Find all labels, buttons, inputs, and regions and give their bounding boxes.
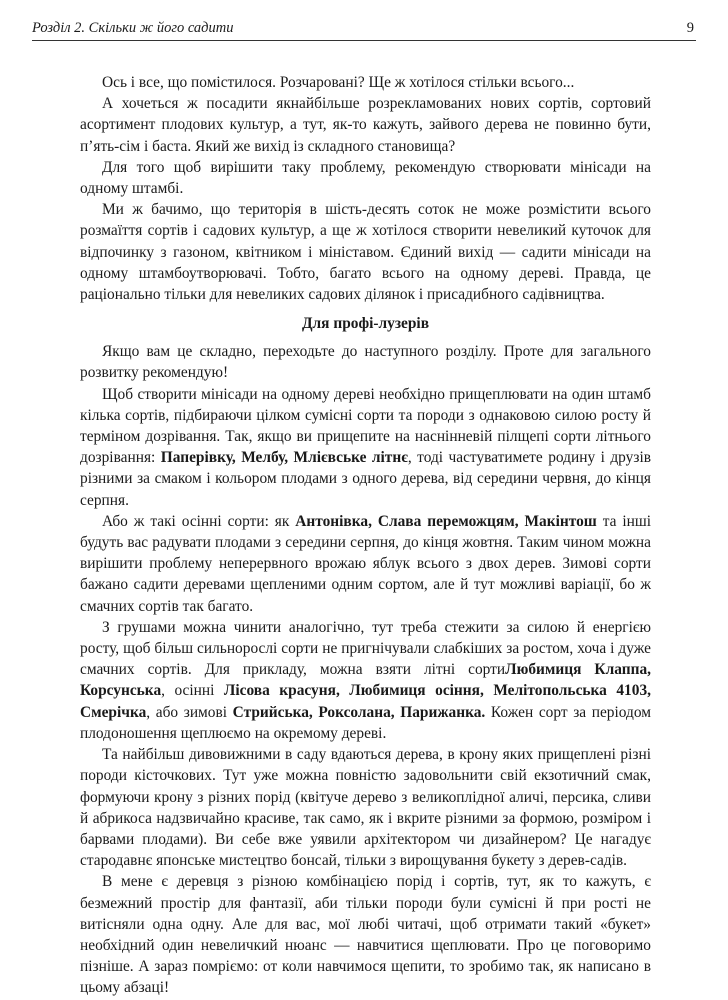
paragraphs-before-heading — [80, 72, 651, 305]
text-run: А хочеться ж посадити якнайбільше розрекламованих нових сортів, сортовий асортимент плодових культур, а тут, як-то кажуть, зайвого дерева не повинно бути, п’ять-сім і баста. Який же вихід із складного становища? — [80, 95, 651, 155]
chapter-title: Розділ 2. Скільки ж його садити — [32, 20, 234, 36]
paragraph — [80, 617, 651, 744]
paragraphs-after-heading — [80, 341, 651, 998]
text-run: Та найбільш дивовижними в саду вдаються дерева, в крону яких прищеплені різні породи кісточкових. Тут уже можна повністю задовольнити свій екзотичний смак, формуючи крону з різних порід (квітуче дерево з великоплідної аличі, персика, сливи й абрикоса надзвичайно красиве, так само, як і вкрите різними за формою, розміром і барвами плодами). Ви себе вже уявили архітектором чи дизайнером? Це нагадує стародавнє японське мистецтво бонсай, тільки з вирощування букету з дерев-садів. — [80, 746, 651, 870]
paragraph — [80, 93, 651, 157]
bold-variety-names: Лісова красуня, Любимиця осіння, Мелітопольська 4103, Смерічка — [80, 682, 651, 721]
paragraph — [80, 511, 651, 617]
paragraph — [80, 871, 651, 998]
text-run: Ми ж бачимо, що територія в шість-десять соток не може розмістити всього розмаїття сортів і садових культур, а ще ж хотілося створити невеликий куточок для відпочинку з газоном, квітником і мініставом. Єдиний вихід — садити мінісади на одному штамбоутворювачі. Тобто, багато всього на одному дереві. Правда, це раціонально тільки для невеликих садових ділянок і присадибного садівництва. — [80, 201, 651, 304]
text-run: Щоб створити мінісади на одному дереві необхідно прищеплювати на один штамб кілька сортів, підбираючи цілком сумісні сорти та породи з однаковою силою росту й терміном дозрівання. Так, якщо ви прищепите на наснінневій пілщепі сорти літнього дозрівання: — [80, 385, 651, 467]
paragraph — [80, 384, 651, 511]
text-run: , осінні — [161, 682, 224, 700]
paragraph — [80, 157, 651, 199]
bold-variety-names: Антонівка, Слава переможцям, Макінтош — [295, 512, 597, 530]
paragraph — [80, 341, 651, 383]
paragraph — [80, 744, 651, 871]
paragraph — [80, 199, 651, 305]
text-run: В мене є деревця з різною комбінацією порід і сортів, тут, як то кажуть, є безмежний простір для фантазії, аби тільки породи були сумісні й при рості не витісняли одна одну. Але для вас, мої любі читачі, щоб отримати такий «букет» необхідний один невеличкий нюанс — навчитися щеплювати. Про це поговоримо пізніше. А зараз помріємо: от коли навчимося щепити, то зробимо так, як написано в цьому абзаці! — [80, 873, 651, 997]
paragraph — [80, 72, 651, 93]
text-run: З грушами можна чинити аналогічно, тут треба стежити за силою й енергією росту, щоб більш сильнорослі сорти не пригнічували слабкіших за ростом, хоча і дуже смачних сортів. Для прикладу, можна взяти літні сорти — [80, 618, 651, 679]
text-run: , або зимові — [146, 703, 233, 721]
section-heading: Для профі-лузерів — [301, 315, 430, 333]
text-run: Для того щоб вирішити таку проблему, рекомендую створювати мінісади на одному штамбі. — [80, 158, 651, 198]
text-run: , тоді частуватимете родину і друзів різними за смаком і кольором плодами з одного дерева, від середини червня, до кінця серпня. — [80, 449, 651, 509]
text-run: Або ж такі осінні сорти: як — [102, 512, 296, 530]
text-run: Кожен сорт за періодом плодоношення щеплюємо на окремому дереві. — [80, 703, 651, 742]
bold-variety-names: Паперівку, Мелбу, Млієвське літнє — [160, 449, 408, 467]
main-text — [80, 72, 651, 999]
text-run: Ось і все, що помістилося. Розчаровані? Ще ж хотілося стільки всього... — [102, 74, 575, 91]
page-number: 9 — [686, 20, 694, 36]
text-run: та інші будуть вас радувати плодами з середини серпня, до кінця жовтня. Таким чином можна вирішити проблему неперервного врожаю яблук всього з двох дерев. Зимові сорти бажано садити деревами щепленими одним сортом, але й тут можливі варіації, бо ж смачних сортів так багато. — [80, 512, 652, 615]
running-header — [32, 16, 696, 41]
bold-variety-names: Любимиця Клаппа, Корсунська — [80, 661, 651, 700]
bold-variety-names: Стрийська, Роксолана, Парижанка. — [232, 703, 486, 721]
text-run: Якщо вам це складно, переходьте до наступного розділу. Проте для загального розвитку рекомендую! — [80, 343, 651, 382]
